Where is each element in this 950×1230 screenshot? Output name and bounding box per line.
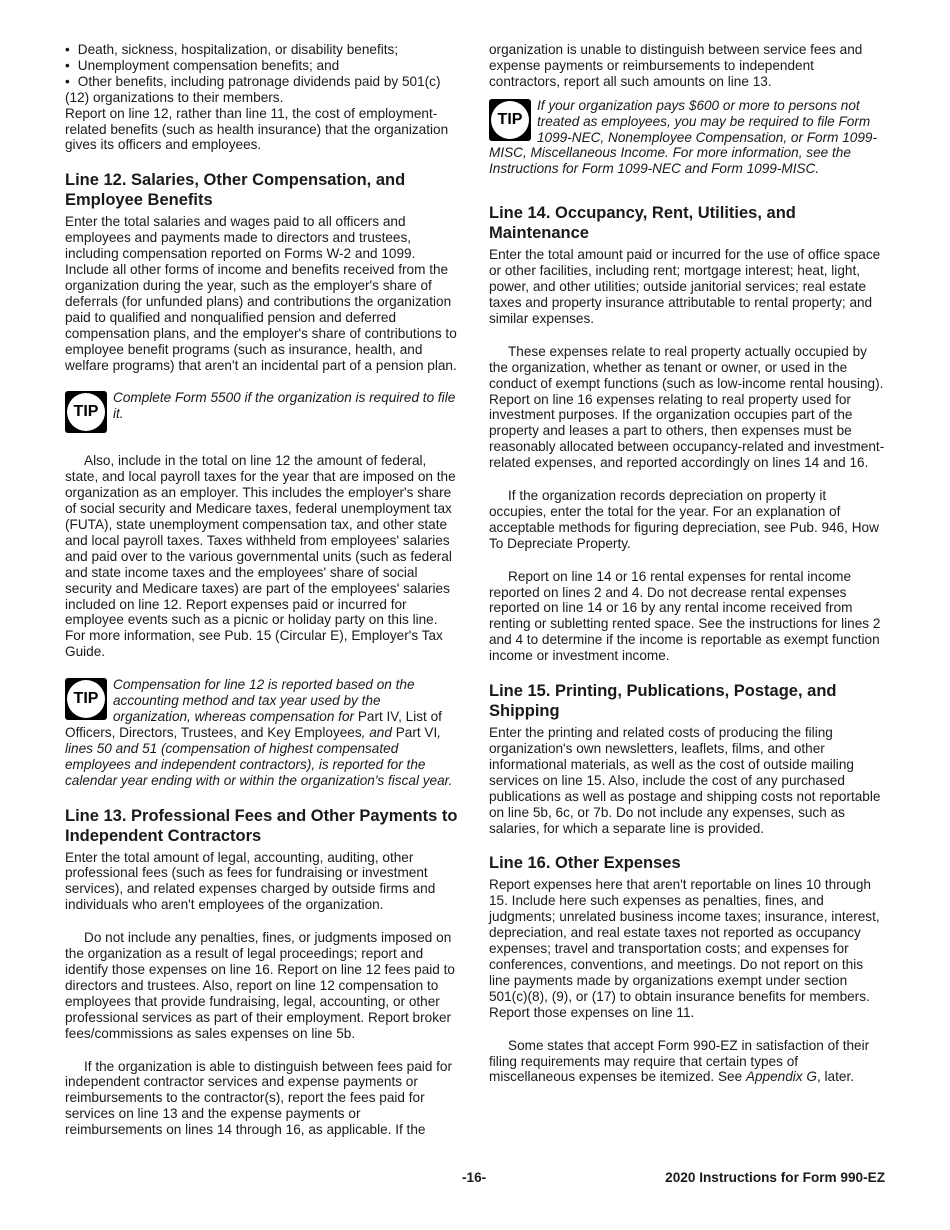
line15-heading: Line 15. Printing, Publications, Postage, and Shipping [489,682,837,721]
bullet-text: Unemployment compensation benefits; and [77,57,340,73]
tip-text-3: If your organization pays $600 or more to persons not treated as employees, you may be required to file Form 1099-NEC, Nonemployee Compensation, or Form 1099-MISC, Miscellaneous Income. For more information, see the Instructions for Form 1099-NEC and Form 1099-MISC. [489,97,878,177]
tip-box-2 [65,677,461,788]
continued-paragraph: organization is unable to distinguish between service fees and expense payments or reimbursements to independent contractors, report all such amounts on line 13. [489,42,863,89]
tip-icon: TIP [65,678,107,720]
tip-text-2: Compensation for line 12 is reported based on the accounting method and tax year used by the organization, whereas compensation for Part IV, List of Officers, Directors, Trustees, and Key Employees, and Part VI, lines 50 and 51 (compensation of highest compensated employees and independent contractors), is reported for the calendar year ending with or within the organization's fiscal year. [65,677,453,788]
right-column [489,42,885,1085]
line14-paragraph-4: Report on line 14 or 16 rental expenses for rental income reported on lines 2 and 4. Do not decrease rental expenses reported on line 14 or 16 by any rental income received from renting or subletting rented space. See the instructions for lines 2 and 4 to determine if the income is reportable as exempt function income or investment income. [489,568,881,664]
line15-paragraph-1: Enter the printing and related costs of producing the filing organization's own newsletters, leaflets, films, and other informational materials, as well as the cost of outside mailing services on line 15. Also, include the cost of any purchased publications as well as postage and shipping costs not reportable on line 5b, 6c, or 7b. Do not include any expenses, such as salaries, for which a separate line is provided. [489,725,881,836]
document-title: 2020 Instructions for Form 990-EZ [665,1170,885,1185]
page-footer [65,1170,885,1188]
line13-heading: Line 13. Professional Fees and Other Payments to Independent Contractors [65,806,458,845]
line12-paragraph-2: Also, include in the total on line 12 the amount of federal, state, and local payroll taxes for the year that are imposed on the organization as an employer. This includes the employer's share of social security and Medicare taxes, federal unemployment tax (FUTA), state unemployment compensation tax, and other state and local payroll taxes. Taxes withheld from employees' salaries and paid over to the various governmental units (such as federal and state income taxes and the employees' share of social security and Medicare taxes) are part of the employees' salaries included on line 12. Report expenses paid or incurred for employee events such as a picnic or holiday party on this line. For more information, see Pub. 15 (Circular E), Employer's Tax Guide. [65,453,456,660]
left-column [65,42,461,1138]
bullet-item [65,58,461,74]
tip-text-1: Complete Form 5500 if the organization is required to file it. [113,390,456,422]
line16-heading: Line 16. Other Expenses [489,854,681,873]
tip-box-3 [489,98,885,178]
line14-heading: Line 14. Occupancy, Rent, Utilities, and Maintenance [489,204,796,243]
bullet-text: Death, sickness, hospitalization, or disability benefits; [77,42,399,57]
tip-box-1 [65,390,461,436]
line13-paragraph-1: Enter the total amount of legal, accounting, auditing, other professional fees (such as fees for fundraising or investment services), and related expenses charged by outside firms and individuals who aren't employees of the organization. [65,849,436,913]
line14-paragraph-3: If the organization records depreciation on property it occupies, enter the total for the year. For an explanation of acceptable methods for figuring depreciation, see Pub. 946, How To Depreciate Property. [489,488,879,551]
line12-heading: Line 12. Salaries, Other Compensation, and Employee Benefits [65,171,406,210]
page-number: -16- [462,1170,487,1185]
tip-icon: TIP [65,391,107,433]
line16-paragraph-1: Report expenses here that aren't reportable on lines 10 through 15. Include here such expenses as penalties, fines, and judgments; unrelated business income taxes; insurance, interest, depreciation, and real estate taxes not reported as occupancy expenses; travel and transportation costs; and expenses for conferences, conventions, and meetings. Do not report on this line payments made by organizations exempt under section 501(c)(8), (9), or (17) to obtain insurance benefits for members. Report those expenses on line 11. [489,877,880,1020]
line13-paragraph-2: Do not include any penalties, fines, or judgments imposed on the organization as a result of legal proceedings; report and identify those expenses on line 16. Report on line 12 fees paid to directors and trustees. Also, report on line 12 compensation to employees that provide fundraising, legal, accounting, or other professional services as part of their employment. Report broker fees/commissions as sales expenses on line 5b. [65,930,455,1041]
line13-paragraph-3: If the organization is able to distinguish between fees paid for independent contractor services and expense payments or reimbursements to the contractor(s), report the fees paid for services on line 13 and the expense payments or reimbursements on lines 14 through 16, as applicable. If the [65,1058,453,1138]
bullet-text: Other benefits, including patronage dividends paid by 501(c)(12) organizations to their members. [65,73,441,105]
line12-paragraph-1: Enter the total salaries and wages paid to all officers and employees and payments made to directors and trustees, including compensation reported on Forms W-2 and 1099. Include all other forms of income and benefits received from the organization during the year, such as the employer's share of deferrals (for unfunded plans) and contributions the organization paid to qualified and nonqualified pension and deferred compensation plans, and the employer's share of contributions to employee benefit programs (such as insurance, health, and welfare programs) that aren't an incidental part of a pension plan. [65,214,457,373]
line14-paragraph-2: These expenses relate to real property actually occupied by the organization, whether as tenant or owner, or used in the conduct of exempt functions (such as low-income rental housing). Report on line 16 expenses relating to real property used for investment purposes. If the organization occupies part of the property and leases a part to others, then expenses must be reasonably allocated between occupancy-related and investment-related expenses, and reported accordingly on lines 14 and 16. [489,343,885,471]
line16-paragraph-2: Some states that accept Form 990-EZ in satisfaction of their filing requirements may require that certain types of miscellaneous expenses be itemized. See Appendix G, later. [489,1037,870,1085]
bullet-item [65,74,461,106]
line14-paragraph-1: Enter the total amount paid or incurred for the use of office space or other facilities, including rent; mortgage interest; heat, light, power, and other utilities; outside janitorial services; real estate taxes and property insurance attributable to rental property; and similar expenses. [489,247,881,326]
tip-icon: TIP [489,99,531,141]
bullet-item [65,42,461,58]
intro-paragraph: Report on line 12, rather than line 11, the cost of employment-related benefits (such as health insurance) that the organization gives its officers and employees. [65,105,449,153]
